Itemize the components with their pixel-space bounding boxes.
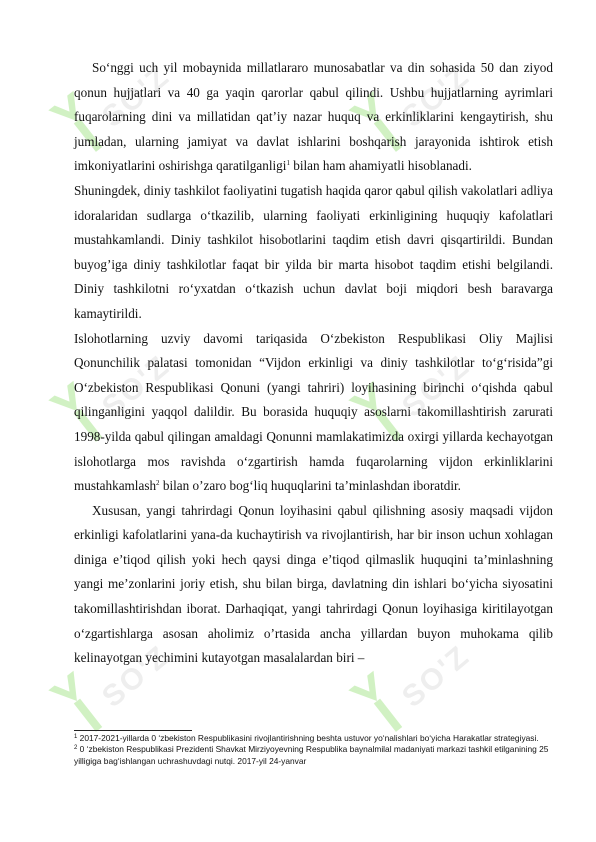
watermark-text: SO'Z [96, 59, 177, 134]
paragraph-3: Islohotlarning uzviy davomi tariqasida O‘zbekiston Respublikasi Oliy Majlisi Qonunchilik palatasi tomonidan “Vijdon erkinligi va diniy tashkilotlar to‘g‘risida”gi O‘zbekiston Respublikasi Qonuni (yangi tahriri) loyihasining birinchi o‘qishda qabul qilinganligini yaqqol dalildir. Bu borasida huquqiy asoslarni takomillashtirish zarurati 1998-yilda qabul qilingan amaldagi Qonunni mamlakatimizda oxirgi yillarda kechayotgan islohotlarga mos ravishda o‘zgartirish hamda fuqarolarning vijdon erkinliklarini mustahkamlash$^2$ bilan o’zaro bog‘liq huquqlarini ta’minlashdan iboratdir. [74, 330, 553, 494]
paragraph-1: So‘nggi uch yil mobaynida millatlararo munosabatlar va din sohasida 50 dan ziyod qonun hujjatlari va 40 ga yaqin qarorlar qabul qilindi. Ushbu hujjatlarning ayrimlari fuqarolarning dini va millatidan qat’iy nazar huquq va erkinliklarini kengaytirish, shu jumladan, ularning jamiyat va davlat ishlarini boshqarish jarayonida ishtirok etish imkoniyatlarini oshirishga qaratilganligi$^1$ bilan ham ahamiyatli hisoblanadi. [74, 60, 553, 174]
paragraph-4: Xususan, yangi tahrirdagi Qonun loyihasini qabul qilishning asosiy maqsadi vijdon erkinligi kafolatlarini yana-da kuchaytirish va rivojlantirish, har bir inson uchun xohlagan diniga e’tiqod qilish yoki hech qaysi dinga e’tiqod qilmaslik huquqini ta’minlashning yangi me’zonlarini joriy etish, shu bilan birga, davlatning din ishlari bo‘yicha siyosatini takomillashtirishdan iborat. Darhaqiqat, yangi tahrirdagi Qonun loyihasiga kiritilayotgan o‘zgartishlarga asosan aholimiz o’rtasida ancha yillardan buyon muhokama qilib kelinayotgan yechimini kutayotgan masalalardan biri – [74, 502, 553, 666]
watermark-text: SO'Z [96, 349, 177, 424]
footnote-divider [74, 730, 192, 731]
watermark-text: SO'Z [96, 639, 177, 714]
paragraph-2: Shuningdek, diniy tashkilot faoliyatini tugatish haqida qaror qabul qilish vakolatlari adliya idoralaridan sudlarga o‘tkazilib, ularning faoliyati erkinligining huquqiy kafolatlari mustahkamlandi. Diniy tashkilot hisobotlarini taqdim etish davri qisqartirildi. Bundan buyog’iga diniy tashkilotlar faqat bir yilda bir marta hisobot taqdim etishi belgilandi. Diniy tashkilotni ro‘yxatdan o‘tkazish uchun davlat boji miqdori besh baravarga kamaytirildi. [74, 182, 553, 321]
document-body [74, 56, 553, 671]
watermark-text: SO'Z [396, 639, 477, 714]
watermark-text: SO'Z [396, 349, 477, 424]
footnote-1: $^1$ 2017-2021-yillarda 0 ‘zbekiston Respublikasini rivojlantirishning beshta ustuvor yo‘nalishlari bo‘yicha Harakatlar strategiyasi. [74, 733, 539, 743]
footnote-ref-1[interactable]: 1 [286, 159, 290, 168]
footnote-2: $^2$ 0 ‘zbekiston Respublikasi Prezidenti Shavkat Mirziyoyevning Respublika baynalmilal madaniyati markazi tashkil etilganining 25 yilligiga bag‘ishlangan uchrashuvdagi nutqi. 2017-yil 24-yanvar [74, 744, 549, 766]
footnote-ref-2[interactable]: 2 [156, 479, 160, 488]
watermark-text: SO'Z [396, 59, 477, 134]
footnotes [74, 733, 553, 767]
